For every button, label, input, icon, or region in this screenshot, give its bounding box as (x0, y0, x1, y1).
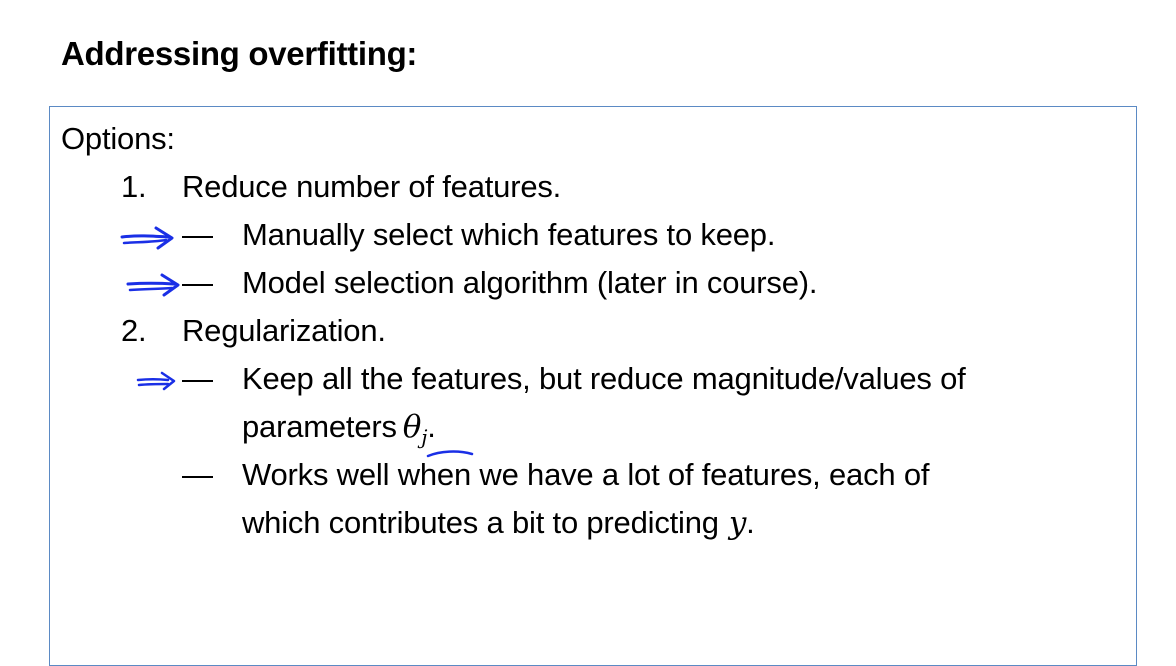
subitem-1a-bullet: — (182, 217, 213, 252)
handwritten-arrow-icon (134, 368, 180, 394)
subitem-2a-text-line2 (242, 407, 436, 457)
subitem-2a-bullet: — (182, 361, 213, 396)
theta-symbol: θ (402, 409, 422, 445)
subitem-2b-bullet: — (182, 457, 213, 492)
subitem-2b-text-line1: Works well when we have a lot of features, each of (242, 457, 930, 492)
subitem-2b-text-line2 (242, 503, 755, 543)
subitem-1b-bullet: — (182, 265, 213, 300)
item-2-number: 2. (121, 313, 147, 348)
handwritten-arrow-icon (124, 270, 184, 300)
subitem-1b-text: Model selection algorithm (later in course). (242, 265, 818, 300)
theta-subscript: j (421, 425, 428, 450)
options-label: Options: (61, 121, 175, 156)
handwritten-arrow-icon (118, 222, 178, 252)
parameters-word: parameters (242, 409, 397, 444)
item-1-number: 1. (121, 169, 147, 204)
subitem-1a-text: Manually select which features to keep. (242, 217, 776, 252)
handwritten-underline-icon (424, 446, 476, 462)
slide-title: Addressing overfitting: (61, 35, 418, 72)
y-symbol: y (728, 505, 747, 541)
item-2-label: Regularization. (182, 313, 386, 348)
theta-period: . (427, 409, 436, 444)
y-period: . (746, 505, 755, 540)
subitem-2a-text-line1: Keep all the features, but reduce magnitude/values of (242, 361, 966, 396)
predicting-text: which contributes a bit to predicting (242, 505, 719, 540)
item-1-label: Reduce number of features. (182, 169, 562, 204)
